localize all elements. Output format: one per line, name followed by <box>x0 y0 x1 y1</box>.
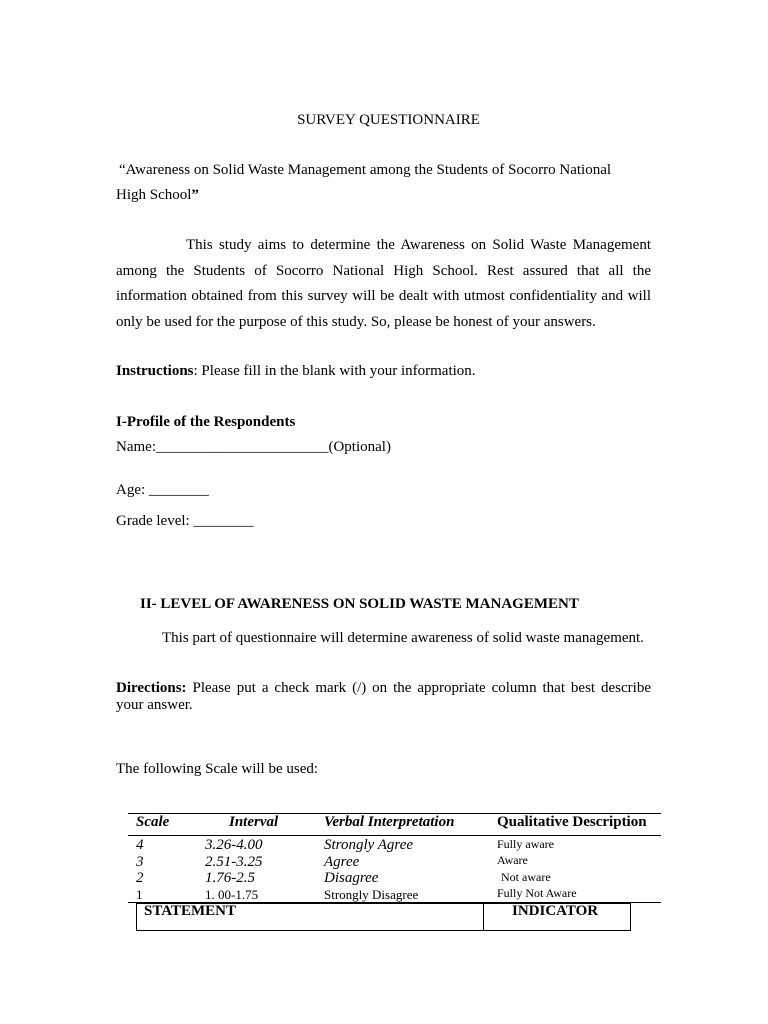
study-title-line2: High School” <box>116 187 199 203</box>
table-row-qualitative: Fully aware <box>497 837 554 851</box>
table-row-verbal: Strongly Agree <box>324 837 414 853</box>
directions-label: Directions: <box>116 680 187 696</box>
directions-text: Please put a check mark (/) on the appropriate column that best describe your answer. <box>116 680 651 713</box>
table-row-scale: 4 <box>136 837 144 853</box>
qualitative-description-header: Qualitative Description <box>497 814 647 830</box>
intro-paragraph: This study aims to determine the Awareness on Solid Waste Management among the Students of Socorro National High School. Rest assured that all the information obtained from this survey will be dealt with utmost confidentiality and will only be used for the purpose of this study. So, please be honest of your answers. <box>116 237 651 330</box>
scale-intro: The following Scale will be used: <box>116 761 319 777</box>
interval-header: Interval <box>229 814 279 830</box>
document-title: SURVEY QUESTIONNAIRE <box>297 112 480 128</box>
table-row-interval: 1. 00-1.75 <box>205 887 259 902</box>
verbal-interpretation-header: Verbal Interpretation <box>324 814 455 830</box>
table-row-scale: 3 <box>136 854 144 870</box>
instructions-label: Instructions <box>116 363 194 379</box>
table-row-qualitative: Not aware <box>501 870 551 884</box>
table-row-scale: 2 <box>136 870 144 886</box>
statement-table-divider <box>483 903 484 931</box>
statement-header: STATEMENT <box>144 903 236 919</box>
age-field[interactable]: Age: ________ <box>116 482 209 498</box>
table-row-verbal: Disagree <box>324 870 379 886</box>
section1-heading: I-Profile of the Respondents <box>116 414 296 430</box>
table-row-interval: 1.76-2.5 <box>205 870 255 886</box>
instructions-text: : Please fill in the blank with your information. <box>193 363 476 379</box>
name-field[interactable]: Name:_______________________(Optional) <box>116 439 391 455</box>
table-row-verbal: Agree <box>324 854 360 870</box>
table-row-qualitative: Aware <box>497 853 528 867</box>
section2-intro: This part of questionnaire will determine awareness of solid waste management. <box>162 630 644 646</box>
grade-level-field[interactable]: Grade level: ________ <box>116 513 254 529</box>
scale-header: Scale <box>136 814 170 830</box>
scale-table-header-rule <box>128 835 661 836</box>
study-title-line1: “Awareness on Solid Waste Management among the Students of Socorro National <box>119 162 612 178</box>
indicator-header: INDICATOR <box>512 903 599 919</box>
section2-heading: II- LEVEL OF AWARENESS ON SOLID WASTE MANAGEMENT <box>140 596 579 612</box>
table-row-scale: 1 <box>136 887 143 902</box>
table-row-verbal: Strongly Disagree <box>324 887 419 902</box>
directions <box>116 680 651 714</box>
table-row-qualitative: Fully Not Aware <box>497 886 577 900</box>
instructions <box>116 363 476 380</box>
table-row-interval: 2.51-3.25 <box>205 854 263 870</box>
table-row-interval: 3.26-4.00 <box>205 837 263 853</box>
